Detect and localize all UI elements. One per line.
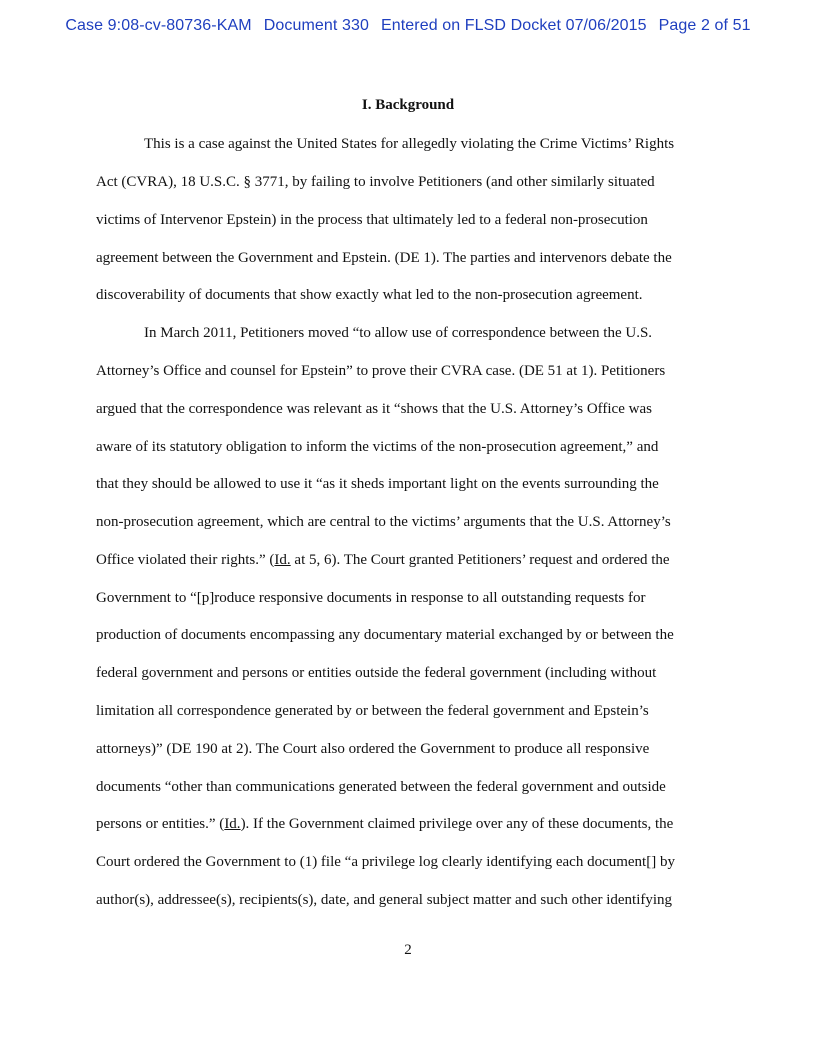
document-number: Document 330 (263, 17, 369, 34)
page-number: 2 (404, 942, 412, 958)
paragraph-line: production of documents encompassing any documentary material exchanged by or between the (96, 627, 674, 643)
section-heading: I. Background (361, 97, 455, 113)
paragraph-line: author(s), addressee(s), recipients(s), date, and general subject matter and such other identifying (96, 892, 673, 908)
paragraph-line: federal government and persons or entities outside the federal government (including without (96, 665, 657, 681)
paragraph-line: Government to “[p]roduce responsive documents in response to all outstanding requests for (96, 590, 646, 606)
paragraph-line: agreement between the Government and Epstein. (DE 1). The parties and intervenors debate the (96, 250, 672, 266)
paragraph-line: victims of Intervenor Epstein) in the process that ultimately led to a federal non-prosecution (96, 212, 648, 228)
page-of-total: Page 2 of 51 (658, 17, 751, 34)
line-text-pre: persons or entities.” ( (96, 816, 225, 832)
entered-docket: Entered on FLSD Docket 07/06/2015 (380, 17, 647, 34)
paragraph-line: limitation all correspondence generated by or between the federal government and Epstein’s (96, 703, 649, 719)
line-text-pre: Office violated their rights.” ( (96, 552, 275, 568)
paragraph-line: argued that the correspondence was relevant as it “shows that the U.S. Attorney’s Office was (96, 401, 652, 417)
paragraph-line: documents “other than communications generated between the federal government and outside (96, 779, 666, 795)
paragraph-line: Act (CVRA), 18 U.S.C. § 3771, by failing to involve Petitioners (and other similarly situated (96, 174, 655, 190)
paragraph-line (96, 815, 673, 833)
paragraph-line: In March 2011, Petitioners moved “to allow use of correspondence between the U.S. (144, 325, 653, 341)
paragraph-line: non-prosecution agreement, which are central to the victims’ arguments that the U.S. Attorney’s (96, 514, 671, 530)
paragraph-line: Attorney’s Office and counsel for Epstein” to prove their CVRA case. (DE 51 at 1). Petitioners (96, 363, 666, 379)
docket-header-stamp (0, 17, 816, 35)
line-text-post: ). If the Government claimed privilege over any of these documents, the (240, 816, 674, 832)
paragraph-line: Court ordered the Government to (1) file “a privilege log clearly identifying each document[] by (96, 854, 675, 870)
paragraph-line: attorneys)” (DE 190 at 2). The Court also ordered the Government to produce all responsive (96, 741, 650, 757)
paragraph-line: aware of its statutory obligation to inform the victims of the non-prosecution agreement,” and (96, 439, 659, 455)
case-number: Case 9:08-cv-80736-KAM (65, 17, 252, 34)
paragraph-line: discoverability of documents that show exactly what led to the non-prosecution agreement. (96, 287, 643, 303)
paragraph-line (96, 551, 670, 569)
citation-id: Id. (224, 816, 241, 832)
line-text-post: at 5, 6). The Court granted Petitioners’ request and ordered the (290, 552, 670, 568)
paragraph-line: that they should be allowed to use it “as it sheds important light on the events surrounding the (96, 476, 659, 492)
citation-id: Id. (274, 552, 291, 568)
paragraph-line: This is a case against the United States for allegedly violating the Crime Victims’ Rights (144, 136, 675, 152)
